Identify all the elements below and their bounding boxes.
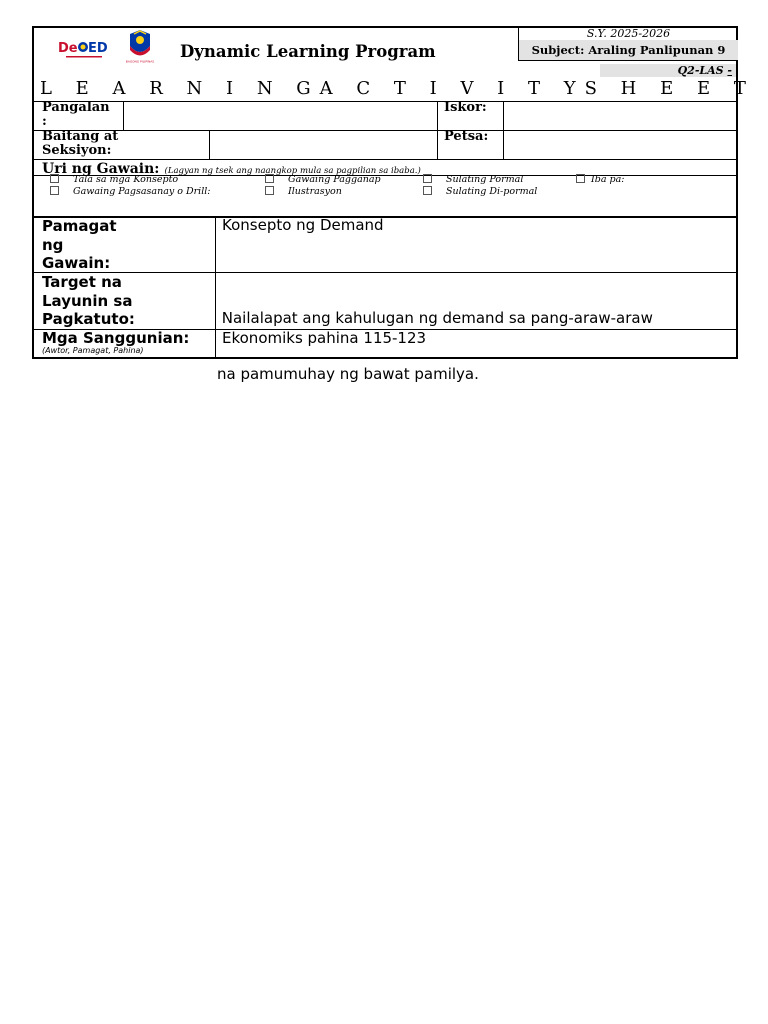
grade-section-label: Baitang at Seksiyon:: [42, 129, 119, 158]
grade-section-field[interactable]: [210, 131, 436, 158]
checkbox-icon[interactable]: [265, 174, 274, 183]
learning-target-label: Target na Layunin sa Pagkatuto:: [42, 273, 135, 328]
option-formal-writing[interactable]: Sulating Pormal: [423, 174, 523, 186]
score-field[interactable]: [504, 102, 736, 129]
name-field[interactable]: [124, 102, 436, 129]
program-title: Dynamic Learning Program: [180, 42, 436, 61]
las-code-suffix: -: [727, 64, 732, 77]
checkbox-icon[interactable]: [423, 174, 432, 183]
activity-type-label: Uri ng Gawain:: [42, 161, 160, 177]
references-label: Mga Sanggunian:: [42, 329, 190, 347]
deped-logo: [58, 37, 110, 61]
name-label: Pangalan :: [42, 100, 110, 129]
divider: [33, 216, 737, 218]
activity-title-label: Pamagat ng Gawain:: [42, 217, 117, 272]
checkbox-icon[interactable]: [576, 174, 585, 183]
checkbox-icon[interactable]: [423, 186, 432, 195]
svg-text:De: De: [58, 41, 78, 56]
option-informal-writing[interactable]: Sulating Di-pormal: [423, 186, 537, 198]
option-concept-notes[interactable]: Tala sa mga Konsepto: [50, 174, 178, 186]
option-drill[interactable]: Gawaing Pagsasanay o Drill:: [50, 186, 210, 198]
svg-text:BAGONG PILIPINAS: BAGONG PILIPINAS: [125, 59, 155, 64]
activity-title-value: Konsepto ng Demand: [222, 216, 384, 234]
score-label: Iskor:: [444, 100, 487, 115]
las-code-prefix: Q2-LAS: [677, 64, 728, 77]
references-value: Ekonomiks pahina 115-123: [222, 329, 427, 347]
svg-text:ED: ED: [88, 41, 108, 56]
las-code: [600, 64, 736, 77]
checkbox-icon[interactable]: [50, 174, 59, 183]
learning-target-value: Nailalapat ang kahulugan ng demand sa pang-araw-araw na pamumuhay ng bawat pamilya.: [217, 309, 653, 383]
option-illustration[interactable]: Ilustrasyon: [265, 186, 342, 198]
subject-label: Subject: Araling Panlipunan 9: [518, 40, 738, 61]
activity-type-note: (Lagyan ng tsek ang naangkop mula sa pagpilian sa ibaba.): [164, 166, 421, 176]
bagong-pilipinas-logo: [122, 28, 158, 64]
divider: [215, 216, 216, 358]
references-note: (Awtor, Pamagat, Pahina): [42, 346, 144, 355]
option-others[interactable]: Iba pa:: [576, 174, 624, 186]
divider: [437, 101, 438, 159]
school-year: S.Y. 2025-2026: [518, 27, 738, 41]
date-label: Petsa:: [444, 129, 489, 144]
option-performance-task[interactable]: Gawaing Pagganap: [265, 174, 381, 186]
sheet-title: L E A R N I N GA C T I V I T YS H E E T: [40, 78, 755, 99]
checkbox-icon[interactable]: [265, 186, 274, 195]
date-field[interactable]: [504, 131, 736, 158]
checkbox-icon[interactable]: [50, 186, 59, 195]
